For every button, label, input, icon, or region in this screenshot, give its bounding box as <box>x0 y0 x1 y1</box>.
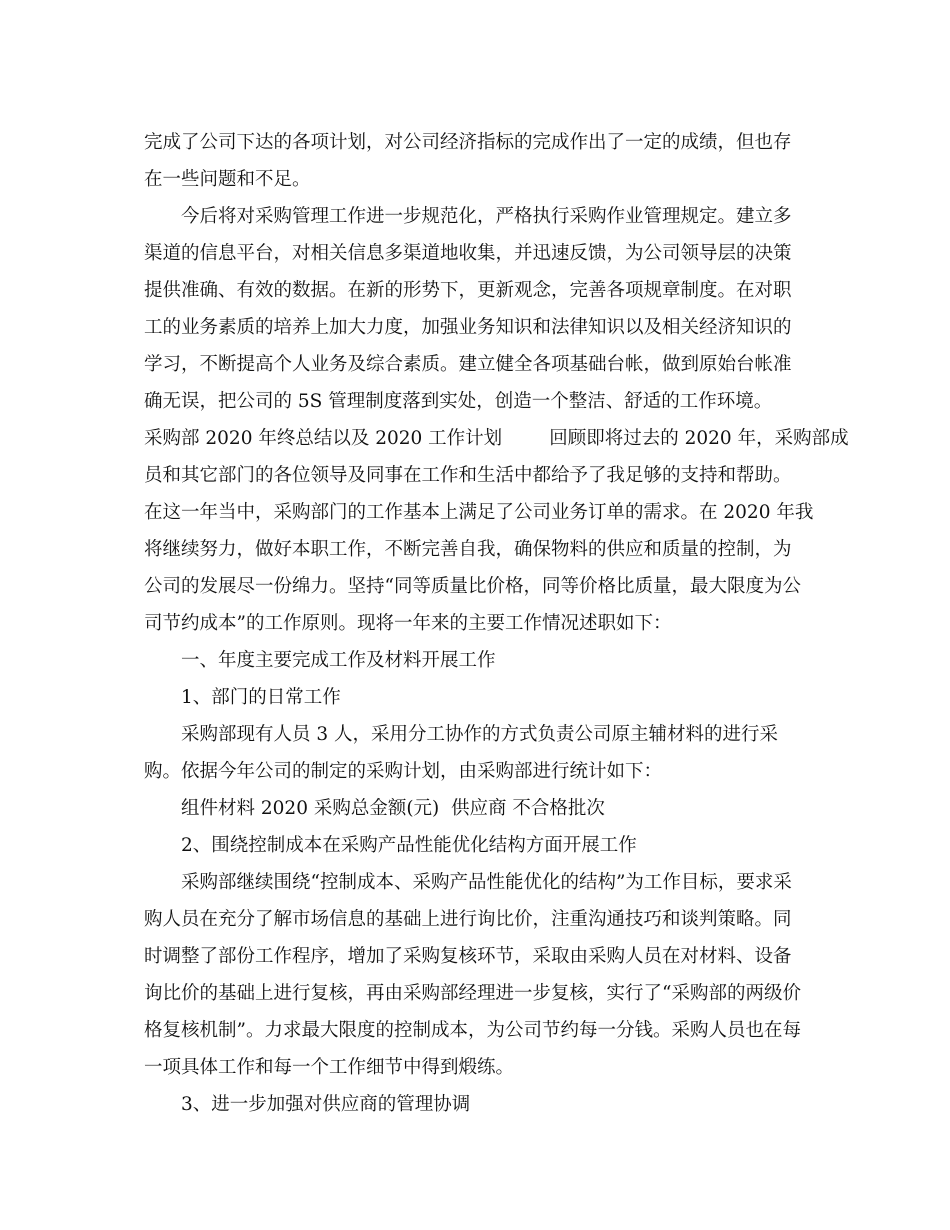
text-line: 一项具体工作和每一个工作细节中得到煅练。 <box>144 1057 515 1078</box>
text-line: 购人员在充分了解市场信息的基础上进行询比价，注重沟通技巧和谈判策略。同 <box>144 909 792 930</box>
text-line: 在这一年当中，采购部门的工作基本上满足了公司业务订单的需求。在 2020 年我 <box>144 502 814 523</box>
text-line: 学习，不断提高个人业务及综合素质。建立健全各项基础台帐，做到原始台帐准 <box>144 354 792 375</box>
text-line: 1、部门的日常工作 <box>181 687 341 708</box>
text-line: 3、进一步加强对供应商的管理协调 <box>181 1094 471 1115</box>
text-line: 2、围绕控制成本在采购产品性能优化结构方面开展工作 <box>181 835 637 856</box>
text-line: 采购部继续围绕“控制成本、采购产品性能优化的结构”为工作目标，要求采 <box>181 872 792 893</box>
text-line: 员和其它部门的各位领导及同事在工作和生活中都给予了我足够的支持和帮助。 <box>144 465 792 486</box>
text-line: 将继续努力，做好本职工作，不断完善自我，确保物料的供应和质量的控制，为 <box>144 539 792 560</box>
text-line: 渠道的信息平台，对相关信息多渠道地收集，并迅速反馈，为公司领导层的决策 <box>144 243 792 264</box>
text-line: 时调整了部份工作程序，增加了采购复核环节，采取由采购人员在对材料、设备 <box>144 946 792 967</box>
text-line: 购。依据今年公司的制定的采购计划，由采购部进行统计如下： <box>144 761 663 782</box>
text-line: 司节约成本”的工作原则。现将一年来的主要工作情况述职如下： <box>144 613 672 634</box>
text-line: 确无误，把公司的 5S 管理制度落到实处，创造一个整洁、舒适的工作环境。 <box>144 391 773 412</box>
text-line: 格复核机制”。力求最大限度的控制成本，为公司节约每一分钱。采购人员也在每 <box>144 1020 801 1041</box>
text-line: 采购部现有人员 3 人，采用分工协作的方式负责公司原主辅材料的进行采 <box>181 724 779 745</box>
document-body <box>144 124 849 1123</box>
text-line: 采购部 2020 年终总结以及 2020 工作计划 回顾即将过去的 2020 年，采购部成 <box>144 428 849 449</box>
text-line: 一、年度主要完成工作及材料开展工作 <box>181 650 496 671</box>
text-line: 组件材料 2020 采购总金额(元) 供应商 不合格批次 <box>181 798 605 819</box>
text-line: 在一些问题和不足。 <box>144 169 311 190</box>
text-line: 完成了公司下达的各项计划，对公司经济指标的完成作出了一定的成绩，但也存 <box>144 132 792 153</box>
text-line: 今后将对采购管理工作进一步规范化，严格执行采购作业管理规定。建立多 <box>181 206 792 227</box>
text-line: 公司的发展尽一份绵力。坚持“同等质量比价格，同等价格比质量，最大限度为公 <box>144 576 801 597</box>
text-line: 提供准确、有效的数据。在新的形势下，更新观念，完善各项规章制度。在对职 <box>144 280 792 301</box>
text-line: 工的业务素质的培养上加大力度，加强业务知识和法律知识以及相关经济知识的 <box>144 317 792 338</box>
text-line: 询比价的基础上进行复核，再由采购部经理进一步复核，实行了“采购部的两级价 <box>144 983 801 1004</box>
